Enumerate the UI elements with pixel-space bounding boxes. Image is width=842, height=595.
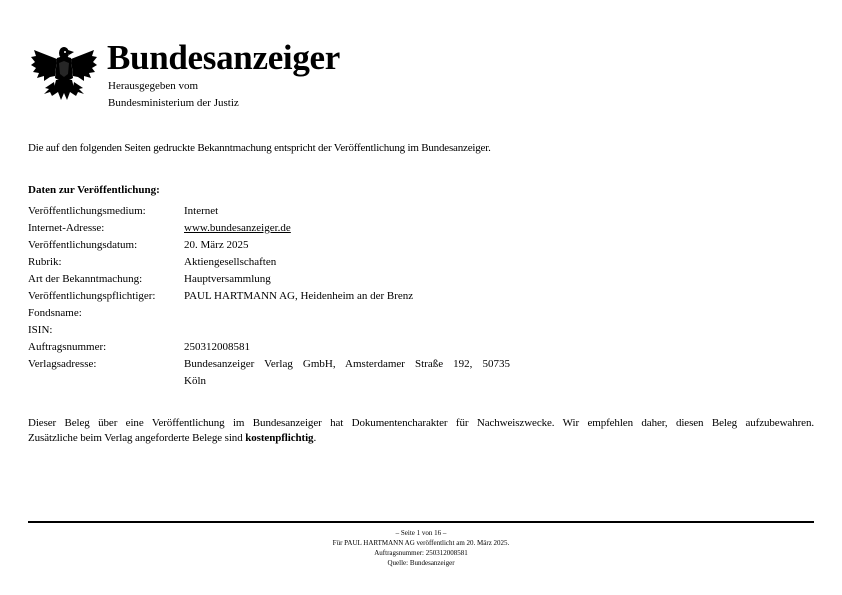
- detail-value: [184, 322, 514, 339]
- notice-costs-emphasis: kostenpflichtig: [245, 432, 314, 444]
- footer-publication-line: Für PAUL HARTMANN AG veröffentlicht am 20. März 2025.: [332, 539, 510, 547]
- detail-row-category: [28, 254, 528, 271]
- detail-label: Verlagsadresse:: [28, 358, 97, 370]
- detail-label: Rubrik:: [28, 256, 62, 268]
- brand-subtitle-publisher: Herausgegeben vom: [108, 80, 199, 92]
- detail-value: 250312008581: [184, 341, 250, 353]
- detail-row-fund-name: [28, 305, 528, 322]
- page-number: – Seite 1 von 16 –: [395, 529, 447, 537]
- detail-value: Aktiengesellschaften: [184, 256, 277, 268]
- notice-line-2-suffix: .: [313, 432, 317, 444]
- federal-eagle-icon: [30, 44, 98, 106]
- detail-label: Veröffentlichungsmedium:: [28, 205, 146, 217]
- page-footer: [0, 528, 842, 568]
- detail-row-publication-date: [28, 237, 528, 254]
- detail-value: Internet: [184, 205, 219, 217]
- detail-row-notice-type: [28, 271, 528, 288]
- detail-row-medium: [28, 203, 528, 220]
- detail-row-order-number: [28, 339, 528, 356]
- brand-subtitle-ministry: Bundesministerium der Justiz: [108, 97, 239, 109]
- notice-line-2-prefix: Zusätzliche beim Verlag angeforderte Belege sind: [28, 432, 246, 444]
- notice-line-1: Dieser Beleg über eine Veröffentlichung im Bundesanzeiger hat Dokumentencharakter für Nachweiszwecke. Wir empfehlen daher, diesen Beleg aufzubewahren.: [28, 417, 814, 429]
- detail-value: Hauptversammlung: [184, 273, 271, 285]
- publication-data-heading: Daten zur Veröffentlichung:: [28, 184, 160, 196]
- detail-value: [184, 305, 514, 322]
- evidence-notice: [28, 416, 814, 446]
- detail-value: PAUL HARTMANN AG, Heidenheim an der Brenz: [184, 290, 414, 302]
- detail-label: Veröffentlichungspflichtiger:: [28, 290, 156, 302]
- detail-label: Auftragsnummer:: [28, 341, 107, 353]
- detail-label: Fondsname:: [28, 307, 82, 319]
- detail-row-publisher-address: [28, 356, 528, 390]
- footer-divider: [28, 521, 814, 523]
- publication-details-table: [28, 203, 528, 390]
- address-line-2: Köln: [184, 375, 206, 387]
- detail-label: Art der Bekanntmachung:: [28, 273, 143, 285]
- detail-label: ISIN:: [28, 324, 53, 336]
- address-line-1: Bundesanzeiger Verlag GmbH, Amsterdamer Straße 192, 50735: [184, 358, 510, 370]
- detail-row-obligated-party: [28, 288, 528, 305]
- detail-row-isin: [28, 322, 528, 339]
- intro-statement: Die auf den folgenden Seiten gedruckte Bekanntmachung entspricht der Veröffentlichung im Bundesanzeiger.: [28, 142, 491, 154]
- detail-value: 20. März 2025: [184, 239, 249, 251]
- footer-order-number: Auftragsnummer: 250312008581: [374, 549, 468, 557]
- detail-row-internet-address: [28, 220, 528, 237]
- brand-title: Bundesanzeiger: [107, 38, 341, 77]
- bundesanzeiger-website-link[interactable]: www.bundesanzeiger.de: [184, 222, 291, 234]
- detail-label: Internet-Adresse:: [28, 222, 105, 234]
- notice-line-2: [28, 432, 316, 444]
- detail-label: Veröffentlichungsdatum:: [28, 239, 138, 251]
- detail-value: [184, 356, 514, 390]
- footer-source: Quelle: Bundesanzeiger: [387, 559, 455, 567]
